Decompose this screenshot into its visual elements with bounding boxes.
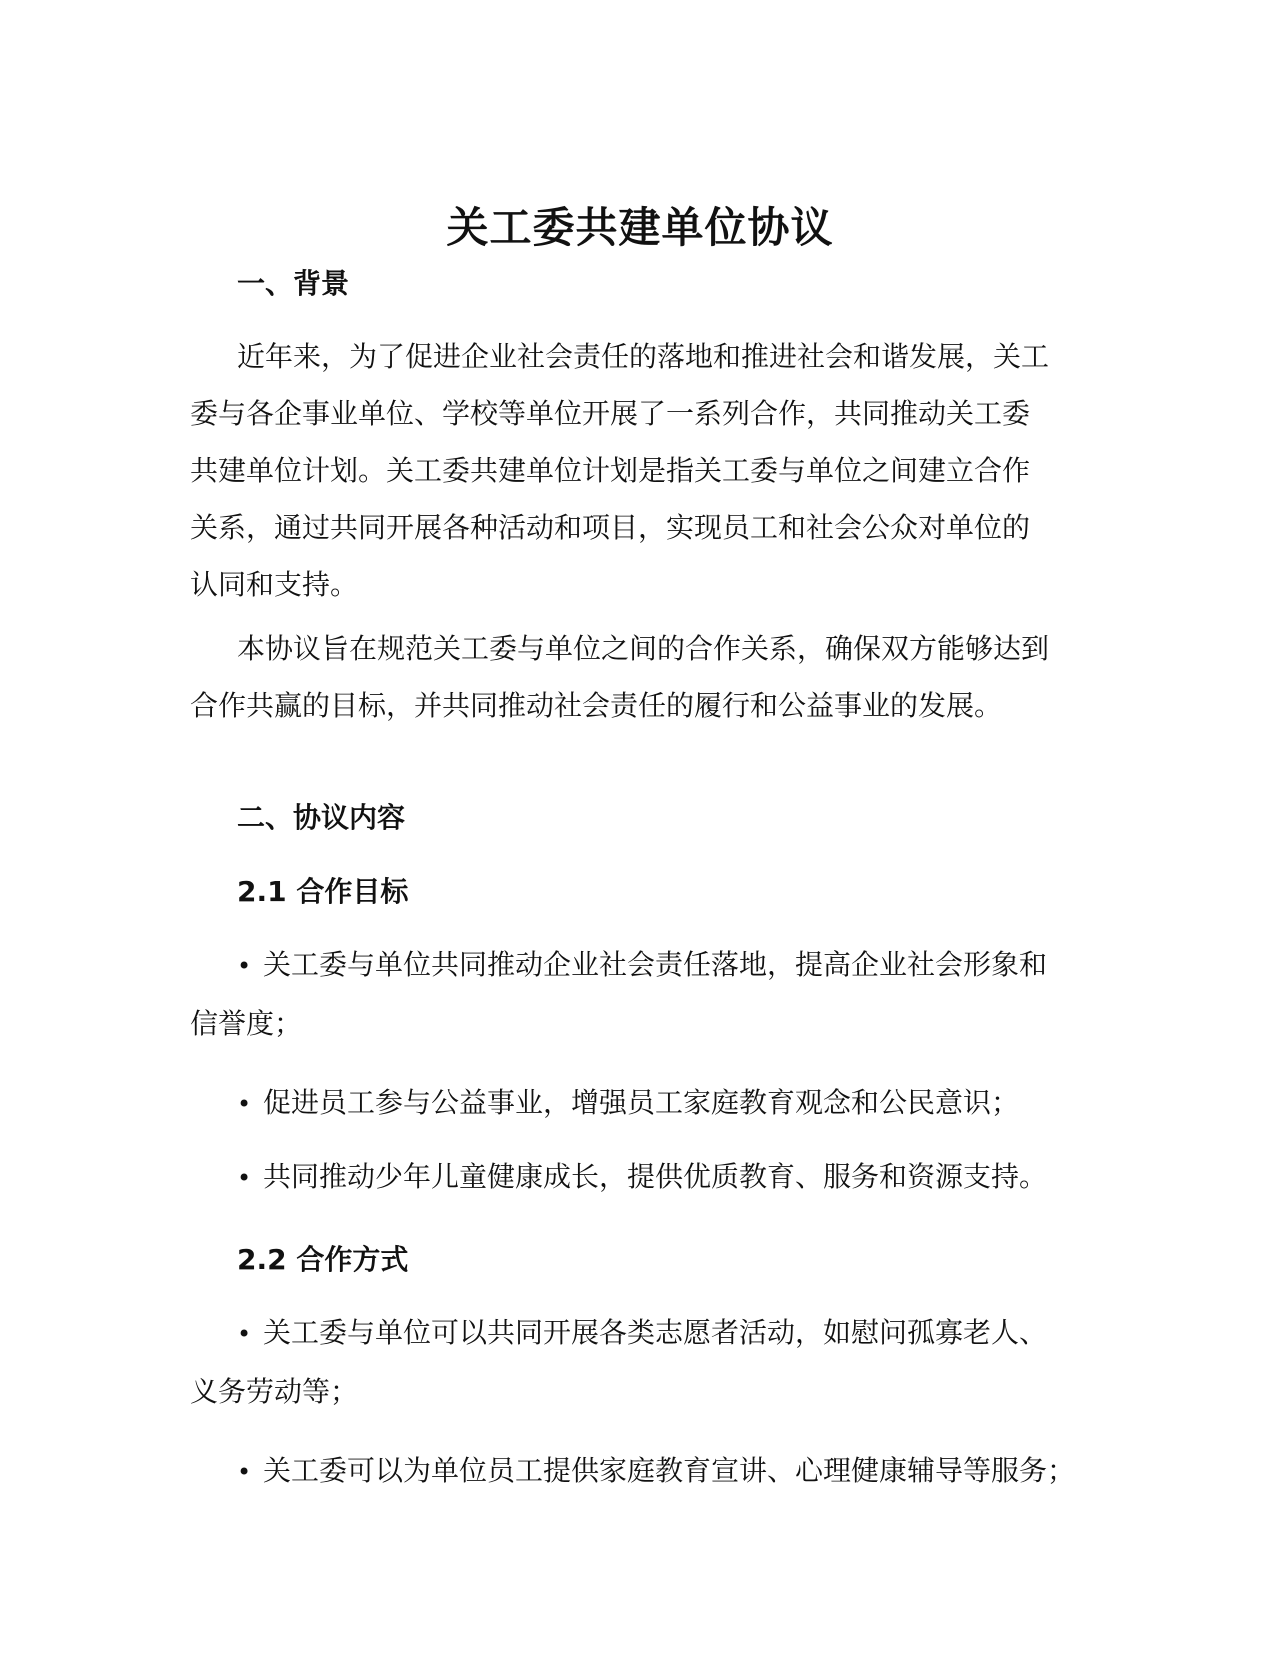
- list-item-text-continued: 信誉度；: [190, 1007, 303, 1040]
- paragraph-line: 本协议旨在规范关工委与单位之间的合作关系，确保双方能够达到: [237, 632, 1050, 665]
- list-item-text: 共同推动少年儿童健康成长，提供优质教育、服务和资源支持。: [263, 1160, 1048, 1193]
- bullet-icon: •: [237, 1090, 252, 1118]
- section-heading-agreement: 二、协议内容: [237, 801, 406, 834]
- bullet-icon: •: [237, 952, 252, 980]
- list-item: [190, 1148, 1090, 1207]
- background-paragraph-2: [190, 620, 1090, 734]
- paragraph-line: 关系，通过共同开展各种活动和项目，实现员工和社会公众对单位的: [190, 511, 1031, 544]
- list-item: [190, 1304, 1090, 1420]
- document-title: 关工委共建单位协议: [446, 203, 834, 252]
- paragraph-line: 合作共赢的目标，并共同推动社会责任的履行和公益事业的发展。: [190, 689, 1003, 722]
- paragraph-line: 近年来，为了促进企业社会责任的落地和推进社会和谐发展，关工: [237, 340, 1050, 373]
- background-paragraph-1: [190, 328, 1090, 613]
- bullet-icon: •: [237, 1458, 252, 1486]
- list-item-text: 关工委可以为单位员工提供家庭教育宣讲、心理健康辅导等服务；: [263, 1454, 1076, 1487]
- list-item-text: 关工委与单位可以共同开展各类志愿者活动，如慰问孤寡老人、: [263, 1316, 1048, 1349]
- subsection-heading-methods: 2.2 合作方式: [237, 1243, 409, 1276]
- list-item: [190, 936, 1090, 1052]
- paragraph-line: 共建单位计划。关工委共建单位计划是指关工委与单位之间建立合作: [190, 454, 1031, 487]
- list-item-text-continued: 义务劳动等；: [190, 1375, 359, 1408]
- list-item-text: 关工委与单位共同推动企业社会责任落地，提高企业社会形象和: [263, 948, 1048, 981]
- bullet-icon: •: [237, 1164, 252, 1192]
- section-heading-background: 一、背景: [237, 267, 350, 300]
- list-item-text: 促进员工参与公益事业，增强员工家庭教育观念和公民意识；: [263, 1086, 1020, 1119]
- paragraph-line: 委与各企事业单位、学校等单位开展了一系列合作，共同推动关工委: [190, 397, 1031, 430]
- list-item: [190, 1074, 1090, 1133]
- subsection-heading-goals: 2.1 合作目标: [237, 875, 409, 908]
- bullet-icon: •: [237, 1320, 252, 1348]
- paragraph-line: 认同和支持。: [190, 568, 359, 601]
- list-item: [190, 1442, 1090, 1501]
